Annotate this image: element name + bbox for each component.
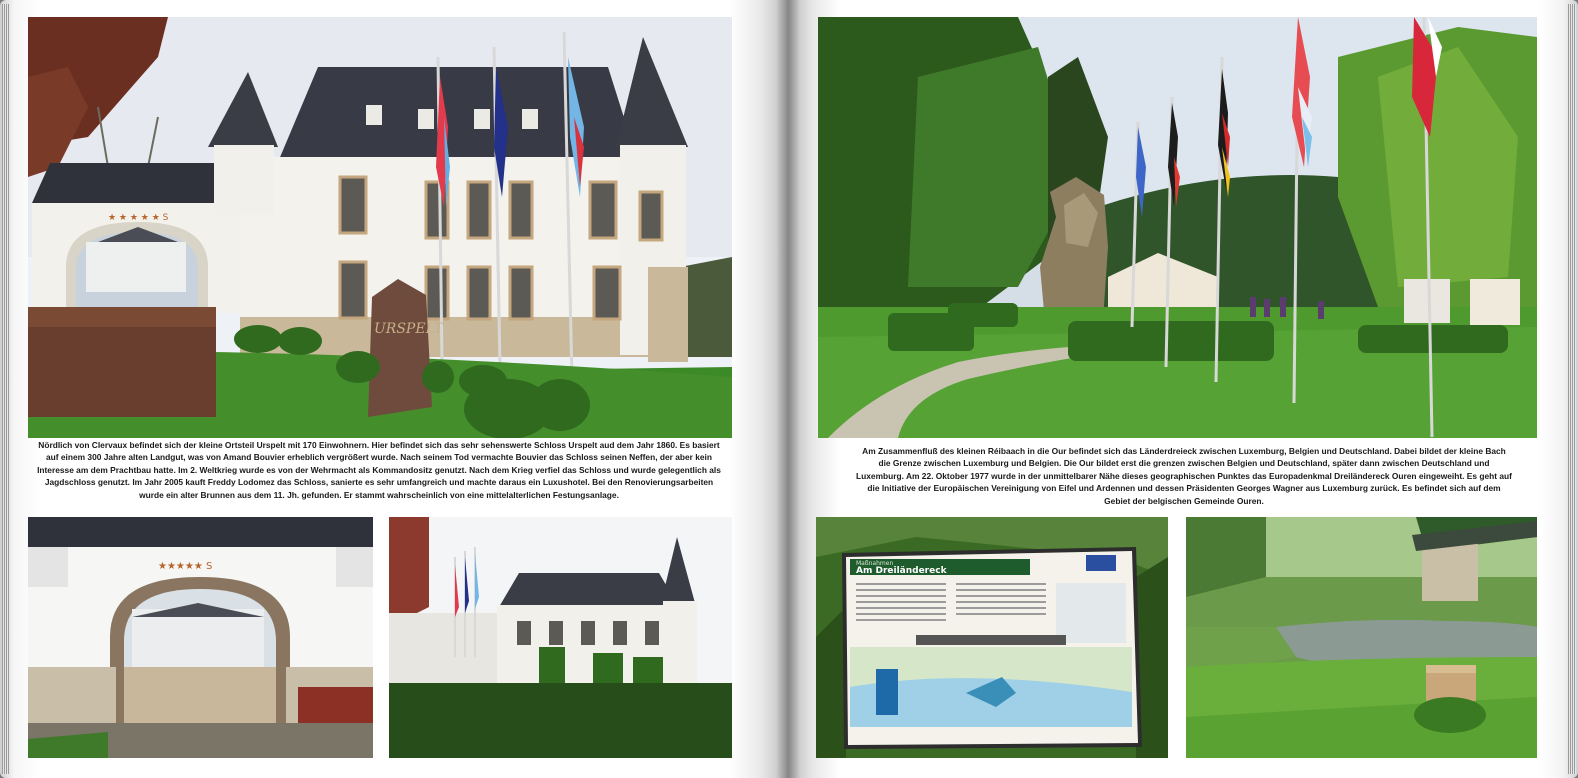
right-page xyxy=(788,0,1578,778)
photo-stream-bridge xyxy=(1186,517,1537,758)
sign-subtitle: Maßnahmen xyxy=(856,560,894,567)
left-caption-text: Nördlich von Clervaux befindet sich der kleine Ortsteil Urspelt mit 170 Einwohnern. Hier befindet sich das sehr sehenswerte Schloss Urspelt aud dem Jahr 1860. Es basiert auf einem 300 Jahre alten Landgut, was von Amand Bouvier erheblich vergrößert wurde. Nach seinem Tod vermachte Bouvier das Schloss seinen Neffen, der aber kein Interesse am dem Prachtbau hatte. Im 2. Weltkrieg wurde es von der Wehrmacht als Kommandositz genutzt. Nach dem Krieg verfiel das Schloss und wurde gelegentlich als Jagdschloss genutzt. Im Jahr 2005 kauft Freddy Lodomez das Schloss, sanierte es sehr umfangreich und machte daraus ein Luxushotel. Bei den Renovierungsarbeiten wurde ein alter Brunnen aus dem 11. Jh. gefunden. Er stammt wahrscheinlich von eine mittelalterlichen Festungsanlage. xyxy=(37,440,721,500)
right-caption-text: Am Zusammenfluß des kleinen Réibaach in die Our befindet sich das Länderdreieck zwischen Luxemburg, Belgien und Deutschland. Dabei bildet der kleine Bach die Grenze zwischen Luxemburg und Belgien. Die Our bildet erst die grenzen zwischen Belgien und Deutschland, später dann zwischen Deutschland und Luxemburg. Am 22. Oktober 1977 wurde in der unmittelbarer Nähe dieses geographischen Punktes das Europadenkmal Dreiländereck Ouren eingeweiht. Es geht auf die Initiative der Europäischen Vereinigung von Eifel und Ardennen und dessen Präsidenten Georges Wagner aus Luxemburg zurück. Es befindet sich auf dem Gebiet der belgischen Gemeinde Ouren. xyxy=(856,446,1512,506)
right-page-edge xyxy=(1568,4,1576,774)
left-page xyxy=(0,0,788,778)
svg-text:★ ★ ★ ★ ★ S: ★ ★ ★ ★ ★ S xyxy=(108,213,169,223)
photo-info-sign xyxy=(816,517,1168,758)
sign-title: Am Dreiländereck xyxy=(856,566,947,576)
archway-stars: ★★★★★ S xyxy=(158,561,213,572)
photo-castle-flags xyxy=(389,517,732,758)
photo-castle-urspelt xyxy=(28,17,732,438)
photo-castle-archway xyxy=(28,517,373,758)
left-page-caption xyxy=(34,439,724,501)
left-page-edge xyxy=(2,4,10,774)
photo-dreilaendereck-flags xyxy=(818,17,1537,438)
book-gutter-shadow xyxy=(776,0,800,778)
stone-inscription: URSPELT xyxy=(374,321,444,337)
right-page-caption xyxy=(856,445,1512,507)
